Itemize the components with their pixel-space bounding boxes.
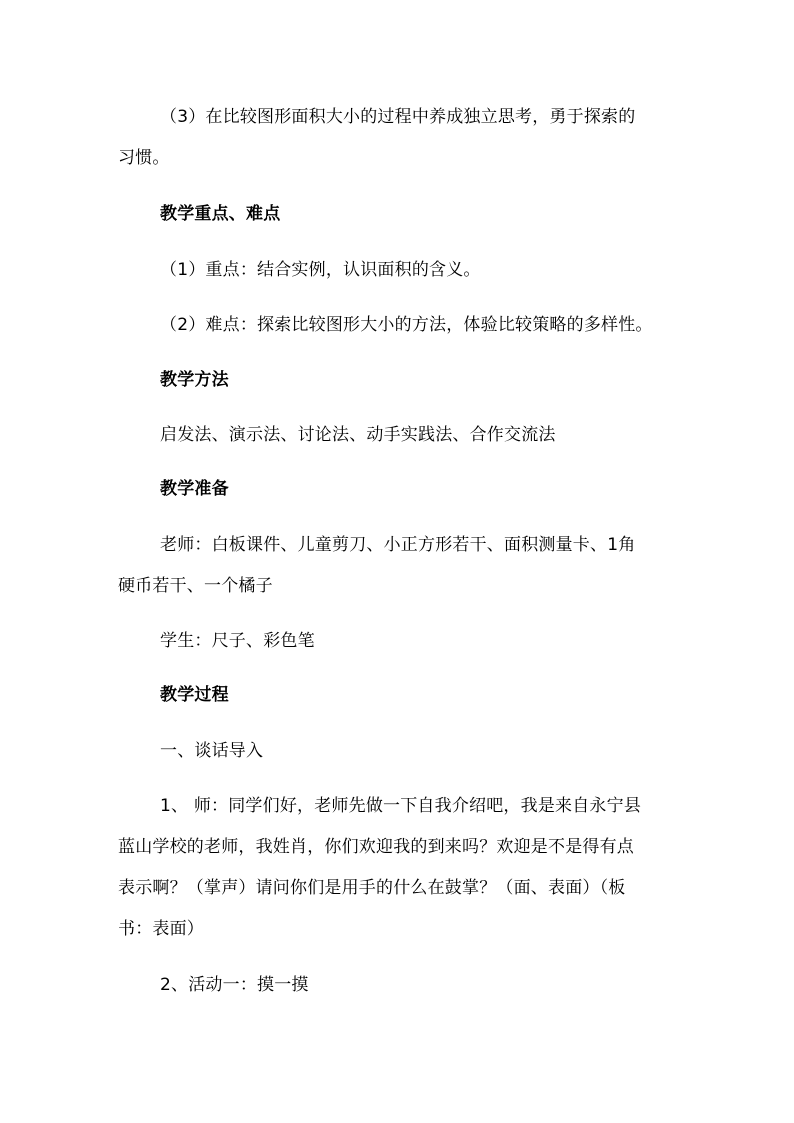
paragraph-key-point: （1）重点：结合实例，认识面积的含义。	[160, 260, 481, 280]
heading-teaching-methods: 教学方法	[160, 370, 229, 390]
paragraph-goal-3-line1: （3）在比较图形面积大小的过程中养成独立思考，勇于探索的	[160, 107, 636, 127]
paragraph-intro-line1: 1、 师：同学们好，老师先做一下自我介绍吧，我是来自永宁县	[160, 796, 642, 816]
section-intro-title: 一、谈话导入	[160, 741, 264, 761]
paragraph-student-materials: 学生：尺子、彩色笔	[160, 631, 315, 651]
paragraph-methods: 启发法、演示法、讨论法、动手实践法、合作交流法	[160, 425, 556, 445]
paragraph-intro-line2: 蓝山学校的老师，我姓肖，你们欢迎我的到来吗？欢迎是不是得有点	[118, 837, 634, 857]
heading-teaching-preparation: 教学准备	[160, 479, 229, 499]
paragraph-teacher-materials-line1: 老师：白板课件、儿童剪刀、小正方形若干、面积测量卡、1角	[160, 535, 636, 555]
paragraph-intro-line4: 书：表面）	[118, 919, 204, 939]
activity-one-title: 2、活动一：摸一摸	[160, 975, 309, 995]
paragraph-teacher-materials-line2: 硬币若干、一个橘子	[118, 576, 273, 596]
paragraph-difficult-point: （2）难点：探索比较图形大小的方法，体验比较策略的多样性。	[160, 315, 653, 335]
heading-key-difficult-points: 教学重点、难点	[160, 204, 281, 224]
paragraph-goal-3-line2: 习惯。	[118, 148, 170, 168]
heading-teaching-process: 教学过程	[160, 685, 229, 705]
paragraph-intro-line3: 表示啊？（掌声）请问你们是用手的什么在鼓掌？（面、表面）（板	[118, 878, 626, 898]
